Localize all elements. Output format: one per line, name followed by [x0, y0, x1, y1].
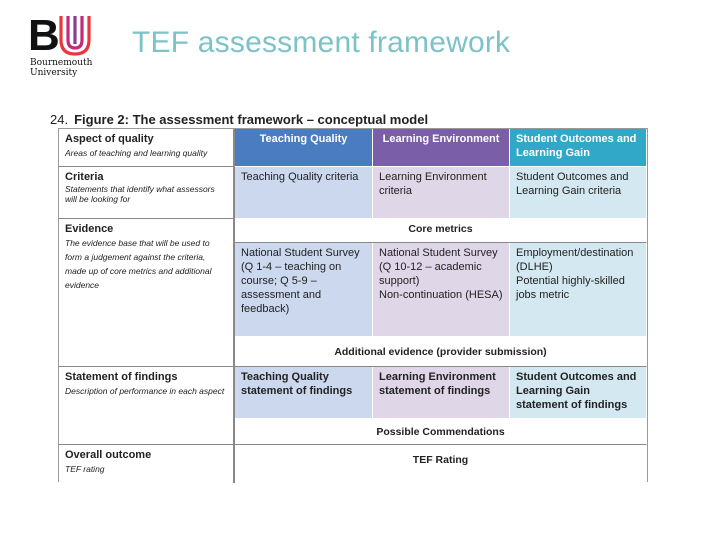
core-metrics-learning-environment	[373, 243, 510, 337]
row-description: Statements that identify what assessors will be looking for	[65, 184, 215, 204]
criteria-teaching-quality: Teaching Quality criteria	[235, 167, 373, 219]
row-heading: Overall outcome	[65, 449, 152, 461]
logo-mark	[28, 11, 108, 60]
row-heading: Criteria	[65, 171, 104, 183]
row-heading: Statement of findings	[65, 371, 178, 383]
slide-title: TEF assessment framework	[132, 26, 511, 59]
core-metric-nss: National Student Survey (Q 10-12 – academic support)	[379, 247, 498, 287]
findings-learning-environment: Learning Environment statement of findings	[373, 367, 510, 419]
assessment-framework-table	[58, 128, 648, 482]
row-label-outcome	[59, 445, 235, 483]
logo-letter-u	[59, 16, 91, 56]
logo-letter-b: B	[28, 11, 60, 60]
row-description: Description of performance in each aspect	[65, 386, 225, 396]
tef-rating-label: TEF Rating	[235, 445, 647, 483]
bu-logo	[28, 11, 108, 80]
figure-caption	[50, 112, 428, 127]
row-label-findings	[59, 367, 235, 445]
additional-evidence-label: Additional evidence (provider submission)	[235, 337, 647, 367]
core-metrics-label: Core metrics	[235, 219, 647, 243]
criteria-student-outcomes: Student Outcomes and Learning Gain criteria	[510, 167, 647, 219]
logo-wordmark	[30, 58, 92, 78]
row-label-criteria	[59, 167, 235, 219]
row-heading: Aspect of quality	[65, 133, 154, 145]
header-teaching-quality: Teaching Quality	[235, 129, 373, 167]
row-label-aspect	[59, 129, 235, 167]
commendations-label: Possible Commendations	[235, 419, 647, 445]
core-metric-non-continuation: Non-continuation (HESA)	[379, 289, 503, 301]
row-label-evidence	[59, 219, 235, 367]
row-description: TEF rating	[65, 464, 105, 474]
figure-number: 24.	[50, 112, 69, 127]
figure-title: Figure 2: The assessment framework – conceptual model	[74, 112, 429, 127]
core-metrics-student-outcomes	[510, 243, 647, 337]
findings-teaching-quality: Teaching Quality statement of findings	[235, 367, 373, 419]
row-description: The evidence base that will be used to form a judgement against the criteria, made up of core metrics and additional evidence	[65, 238, 212, 290]
row-heading: Evidence	[65, 223, 114, 235]
findings-student-outcomes: Student Outcomes and Learning Gain statement of findings	[510, 367, 647, 419]
logo-name-line1: Bournemouth	[30, 58, 93, 68]
core-metrics-teaching-quality: National Student Survey (Q 1-4 – teaching on course; Q 5-9 – assessment and feedback)	[235, 243, 373, 337]
row-description: Areas of teaching and learning quality	[65, 148, 208, 158]
core-metric-employment: Employment/destination (DLHE)	[516, 247, 634, 273]
core-metric-highly-skilled: Potential highly-skilled jobs metric	[516, 275, 625, 301]
header-student-outcomes: Student Outcomes and Learning Gain	[510, 129, 647, 167]
criteria-learning-environment: Learning Environment criteria	[373, 167, 510, 219]
logo-name-line2: University	[30, 68, 78, 78]
header-learning-environment: Learning Environment	[373, 129, 510, 167]
